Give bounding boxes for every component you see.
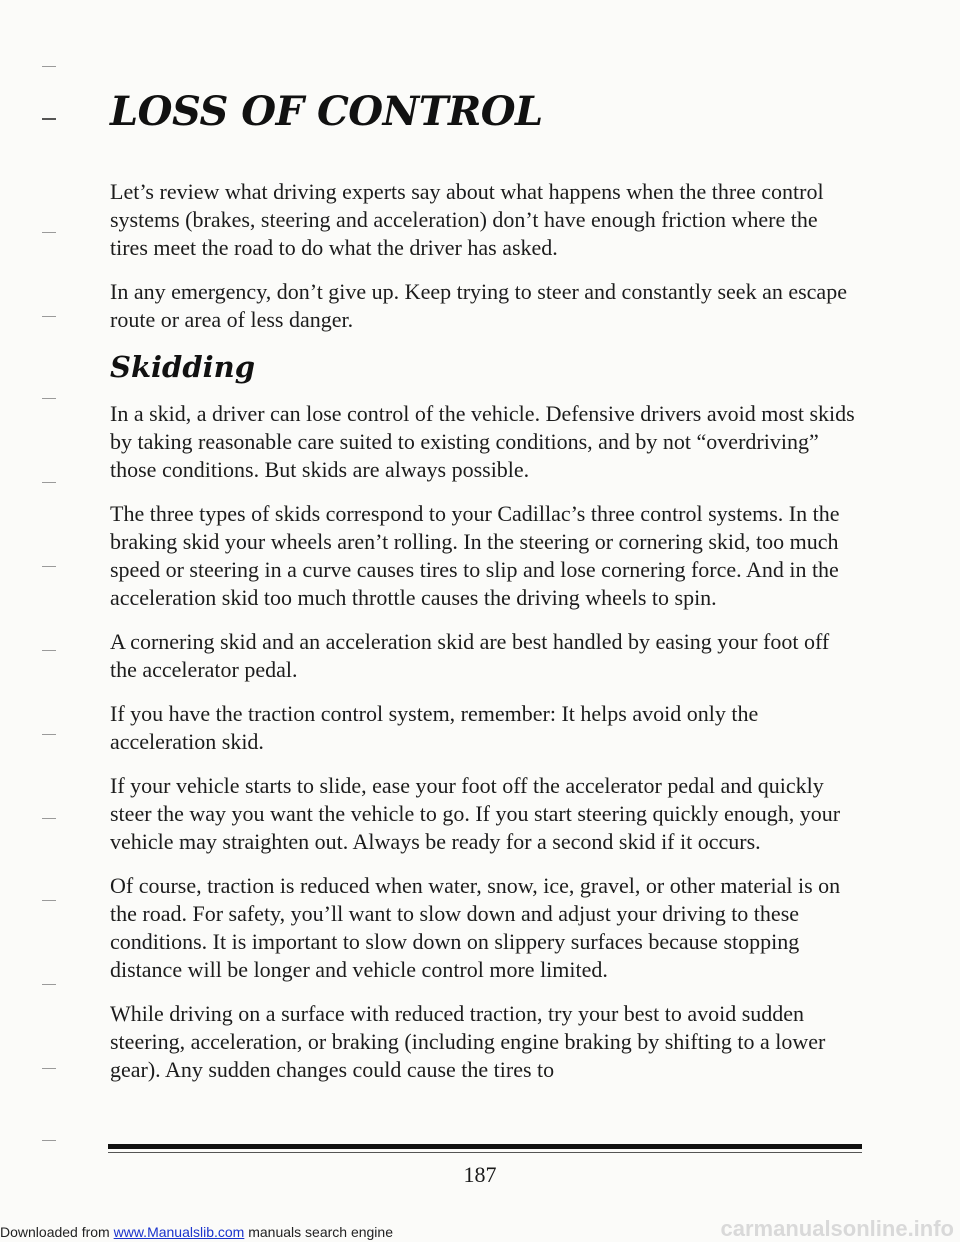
margin-mark — [42, 1140, 56, 1141]
paragraph: The three types of skids correspond to your Cadillac’s three control systems. In the braking skid your wheels aren’t rolling. In the steering or cornering skid, too much speed or steering in a curve causes tires to slip and lose cornering force. And in the acceleration skid too much throttle causes the driving wheels to spin. — [110, 501, 840, 610]
paragraph: While driving on a surface with reduced traction, try your best to avoid sudden steering, acceleration, or braking (including engine braking by shifting to a lower gear). Any sudden changes could cause the tires to — [110, 1001, 826, 1082]
margin-mark — [42, 316, 56, 317]
manualslib-link[interactable]: www.Manualslib.com — [113, 1224, 245, 1240]
paragraph: Let’s review what driving experts say about what happens when the three control systems (brakes, steering and acceleration) don’t have enough friction where the tires meet the road to do what the driver has asked. — [110, 179, 824, 260]
margin-mark — [42, 566, 56, 567]
margin-mark — [42, 984, 56, 985]
margin-mark — [42, 118, 56, 120]
paragraph: A cornering skid and an acceleration skid are best handled by easing your foot off the accelerator pedal. — [110, 629, 830, 682]
section-heading: Skidding — [110, 350, 255, 384]
margin-mark — [42, 1068, 56, 1069]
footer-rule-thin — [108, 1152, 862, 1153]
download-notice — [0, 1224, 393, 1240]
margin-mark — [42, 398, 56, 399]
page-number: 187 — [463, 1162, 497, 1187]
margin-mark — [42, 232, 56, 233]
page-title: LOSS OF CONTROL — [110, 88, 543, 135]
paragraph: Of course, traction is reduced when water, snow, ice, gravel, or other material is on the road. For safety, you’ll want to slow down and adjust your driving to these conditions. It is important to slow down on slippery surfaces because stopping distance will be longer and vehicle control more limited. — [110, 873, 841, 982]
paragraph: In a skid, a driver can lose control of the vehicle. Defensive drivers avoid most skids by taking reasonable care suited to existing conditions, and by not “overdriving” those conditions. But skids are always possible. — [110, 401, 855, 482]
watermark: carmanualsonline.info — [720, 1216, 954, 1241]
page-body — [110, 178, 860, 1100]
paragraph: If your vehicle starts to slide, ease your foot off the accelerator pedal and quickly steer the way you want the vehicle to go. If you start steering quickly enough, your vehicle may straighten out. Always be ready for a second skid if it occurs. — [110, 773, 841, 854]
margin-mark — [42, 818, 56, 819]
paragraph: In any emergency, don’t give up. Keep trying to steer and constantly seek an escape route or area of less danger. — [110, 279, 847, 332]
margin-mark — [42, 650, 56, 651]
footer-rule — [108, 1144, 862, 1149]
download-prefix: Downloaded from — [0, 1224, 114, 1240]
margin-mark — [42, 900, 56, 901]
paragraph: If you have the traction control system, remember: It helps avoid only the acceleration skid. — [110, 701, 759, 754]
margin-mark — [42, 734, 56, 735]
download-suffix: manuals search engine — [244, 1224, 393, 1240]
margin-mark — [42, 482, 56, 483]
margin-mark — [42, 66, 56, 67]
